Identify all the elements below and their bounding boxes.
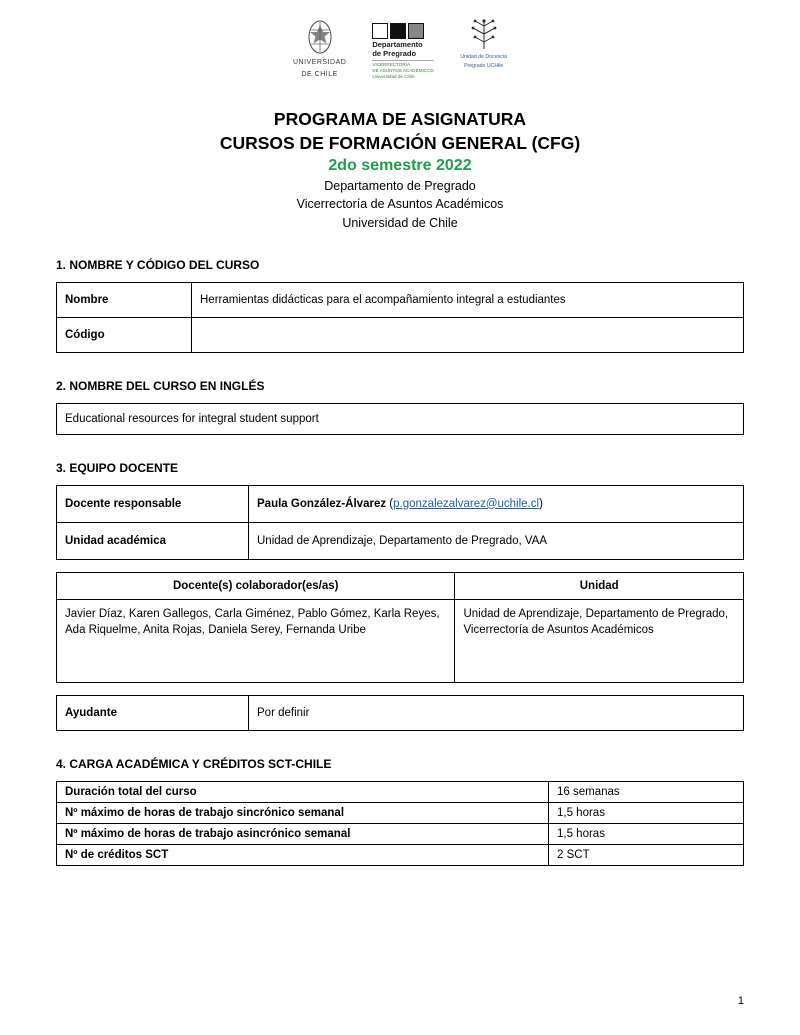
assistant-label: Ayudante (57, 695, 249, 730)
section-4-heading: 4. CARGA ACADÉMICA Y CRÉDITOS SCT-CHILE (56, 756, 332, 771)
document-university: Universidad de Chile (342, 215, 458, 230)
academic-unit-value: Unidad de Aprendizaje, Departamento de Pregrado, VAA (249, 522, 744, 559)
unidad-docencia-icon (469, 18, 499, 52)
table-row (57, 485, 744, 522)
collab-names-header: Docente(s) colaborador(es/as) (57, 572, 455, 599)
logo-uch-line1: UNIVERSIDAD (292, 59, 347, 66)
load-value-0: 16 semanas (549, 781, 744, 802)
section-1-heading: 1. NOMBRE Y CÓDIGO DEL CURSO (56, 257, 260, 272)
logo-dep-sub2: DE ASUNTOS ACADÉMICOS (372, 67, 434, 73)
document-semester: 2do semestre 2022 (328, 157, 472, 175)
course-name-value: Herramientas didácticas para el acompañamiento integral a estudiantes (192, 282, 744, 317)
section-2-heading: 2. NOMBRE DEL CURSO EN INGLÉS (56, 378, 265, 393)
document-title-line1: PROGRAMA DE ASIGNATURA (273, 109, 527, 129)
logo-dep-line2: de Pregrado (372, 48, 417, 58)
table-row (57, 802, 744, 823)
load-value-3: 2 SCT (549, 844, 744, 865)
assistant-table (56, 695, 744, 731)
table-row (57, 844, 744, 865)
collab-unit-value: Unidad de Aprendizaje, Departamento de Pregrado, Vicerrectoría de Asuntos Académicos (455, 599, 744, 682)
table-header-row (57, 572, 744, 599)
load-value-1: 1,5 horas (549, 802, 744, 823)
logo-dep-sub3: Universidad de Chile (372, 73, 415, 79)
table-row (57, 781, 744, 802)
assistant-value: Por definir (249, 695, 744, 730)
table-row (57, 695, 744, 730)
logo-departamento-pregrado (372, 18, 434, 79)
email-open-paren: ( (386, 497, 394, 510)
document-title-line2: CURSOS DE FORMACIÓN GENERAL (CFG) (219, 132, 581, 153)
table-row (57, 282, 744, 317)
course-english-name-value: Educational resources for integral student support (57, 403, 744, 434)
logo-dep-sub1: VICERRECTORÍA (372, 62, 411, 68)
collaborating-teachers-table (56, 572, 744, 683)
load-item-3: Nº de créditos SCT (57, 844, 549, 865)
load-item-2: Nº máximo de horas de trabajo asincrónico semanal (57, 823, 549, 844)
collab-names-value: Javier Díaz, Karen Gallegos, Carla Giménez, Pablo Gómez, Karla Reyes, Ada Riquelme, Anita Rojas, Daniela Serey, Fernanda Uribe (57, 599, 455, 682)
logo-uch-line2: DE CHILE (301, 70, 338, 78)
logo-dep-line1: Departamento (372, 40, 423, 49)
course-name-label: Nombre (57, 282, 192, 317)
table-row (57, 599, 744, 682)
load-value-2: 1,5 horas (549, 823, 744, 844)
responsible-teacher-name: Paula González-Álvarez (257, 497, 387, 510)
course-code-label: Código (57, 317, 192, 352)
course-name-code-table (56, 282, 744, 353)
logo-universidad-de-chile (293, 18, 346, 80)
load-item-0: Duración total del curso (57, 781, 549, 802)
logo-unidad-docencia (460, 18, 507, 70)
responsible-teacher-value (249, 485, 744, 522)
load-item-1: Nº máximo de horas de trabajo sincrónico semanal (57, 802, 549, 823)
universidad-de-chile-crest-icon (303, 18, 337, 56)
academic-unit-label: Unidad académica (57, 522, 249, 559)
document-vicerrectoria: Vicerrectoría de Asuntos Académicos (296, 197, 504, 212)
document-department: Departamento de Pregrado (324, 179, 476, 194)
page-number: 1 (737, 995, 744, 1007)
collab-unit-header: Unidad (455, 572, 744, 599)
table-row (57, 823, 744, 844)
course-english-name-table (56, 403, 744, 435)
header-logos (56, 18, 744, 90)
section-3-heading: 3. EQUIPO DOCENTE (56, 460, 179, 475)
departamento-bars-icon (372, 22, 424, 39)
teaching-team-table (56, 485, 744, 560)
email-close-paren: ) (539, 497, 543, 510)
responsible-teacher-email-link[interactable]: p.gonzalezalvarez@uchile.cl (393, 497, 540, 510)
table-row (57, 522, 744, 559)
logo-ud-line1: Unidad de Docencia (460, 54, 508, 60)
course-code-value (192, 317, 744, 352)
table-row (57, 317, 744, 352)
responsible-teacher-label: Docente responsable (57, 485, 249, 522)
academic-load-table (56, 781, 744, 866)
logo-ud-line2: Pregrado UCHile (464, 62, 504, 69)
table-row (57, 403, 744, 434)
